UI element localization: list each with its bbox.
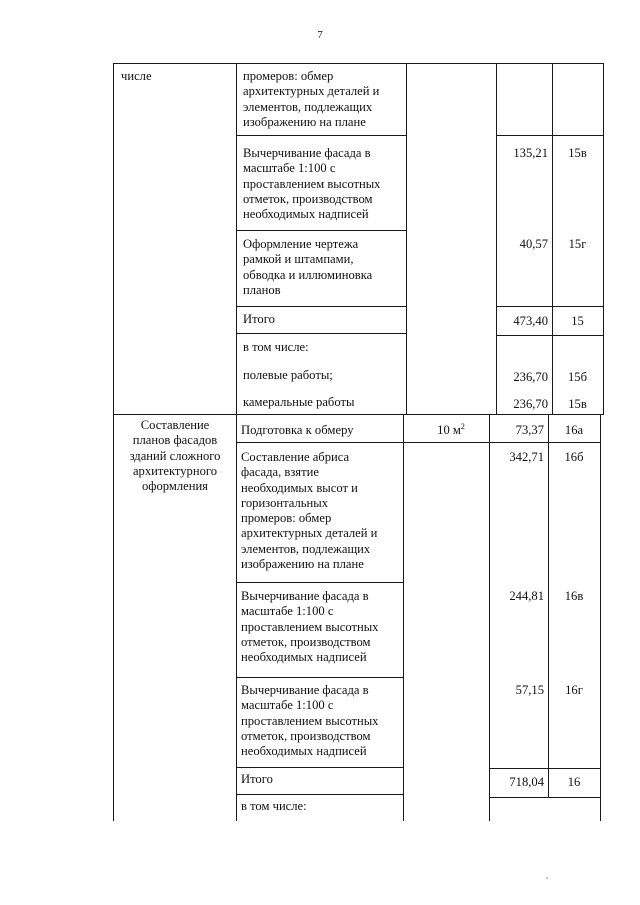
norm-ref: 16в [564,589,584,603]
norm-value: 57,15 [515,683,544,697]
norm-value: 236,70 [513,370,548,384]
norm-value: 73,37 [515,423,544,437]
norm-value: 40,57 [519,237,548,251]
category-facade-plans: Составление планов фасадов зданий сложного архитектурного оформления [129,418,221,494]
category-continuation: числе [121,69,152,83]
norm-ref: 15г [568,237,587,251]
scan-speck [546,877,548,879]
work-description: промеров: обмер архитектурных деталей и элементов, подлежащих изображению на плане [243,69,380,129]
norm-ref: 16а [564,423,584,437]
norm-ref: 16б [564,450,584,464]
measurement-unit: 10 $м^2$ [437,421,465,437]
norm-ref: 15в [568,397,587,411]
work-description: Вычерчивание фасада в масштабе 1:100 с проставлением высотных отметок, производством необходимых надписей [241,683,379,759]
work-description: камеральные работы [243,395,355,409]
work-description: полевые работы; [243,368,333,382]
norm-value: 473,40 [513,314,548,328]
subtotal-caption: в том числе: [241,799,307,813]
work-description: Составление абриса фасада, взятие необходимых высот и горизонтальных промеров: обмер архитектурных деталей и элементов, подлежащих изображению на плане [241,450,378,572]
norm-value: 135,21 [513,146,548,160]
page-number: 7 [317,29,323,41]
work-description: Вычерчивание фасада в масштабе 1:100 с проставлением высотных отметок, производством необходимых надписей [243,146,381,222]
norm-ref: 16 [567,775,581,789]
total-label: Итого [241,772,273,786]
norm-ref: 16г [565,683,583,697]
norm-ref: 15б [567,370,587,384]
norm-ref: 15в [568,146,587,160]
work-description: Подготовка к обмеру [241,423,354,437]
norm-value: 236,70 [513,397,548,411]
work-description: Вычерчивание фасада в масштабе 1:100 с проставлением высотных отметок, производством необходимых надписей [241,589,379,665]
norm-value: 244,81 [509,589,544,603]
norm-value: 342,71 [509,450,544,464]
norm-value: 718,04 [509,775,544,789]
norm-ref: 15 [571,314,584,328]
total-label: Итого [243,312,275,326]
subtotal-caption: в том числе: [243,340,309,354]
work-description: Оформление чертежа рамкой и штампами, обводка и иллюминовка планов [243,237,373,297]
